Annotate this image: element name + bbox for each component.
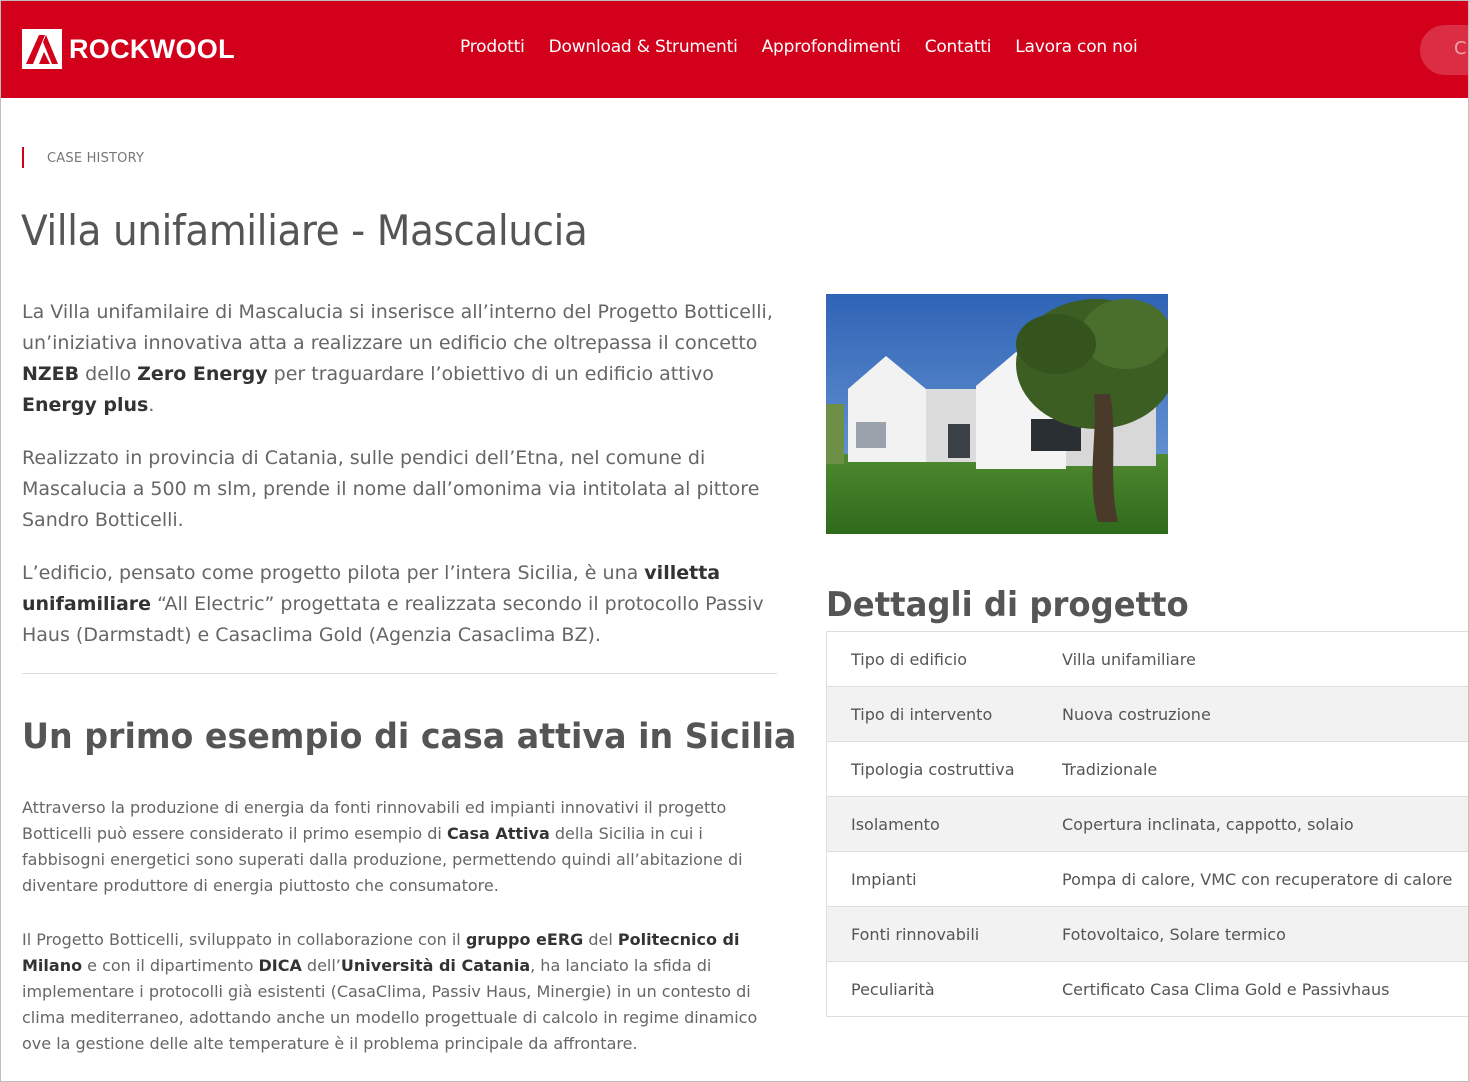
rockwool-logo-icon — [22, 29, 62, 69]
intro-paragraph-3: L’edificio, pensato come progetto pilota per l’intera Sicilia, è una villetta unifamiliare “All Electric” progettata e realizzata secondo il protocollo Passiv Haus (Darmstadt) e Casaclima Gold (Agenzia Casaclima BZ). — [22, 562, 764, 646]
nav-item-download-strumenti[interactable]: Download & Strumenti — [548, 37, 738, 57]
details-key: Isolamento — [851, 814, 940, 834]
breadcrumb — [22, 147, 144, 168]
details-value: Tradizionale — [1062, 759, 1158, 779]
section-title: Un primo esempio di casa attiva in Sicilia — [22, 717, 797, 757]
search-button-label: C — [1454, 38, 1467, 59]
nav-item-approfondimenti[interactable]: Approfondimenti — [761, 37, 901, 57]
details-key: Fonti rinnovabili — [851, 924, 980, 944]
details-row — [827, 742, 1469, 797]
details-row — [827, 632, 1469, 687]
details-key: Impianti — [851, 869, 917, 889]
villa-photo[interactable] — [826, 294, 1168, 534]
page-title: Villa unifamiliare - Mascalucia — [21, 206, 588, 255]
details-row — [827, 852, 1469, 907]
details-value: Nuova costruzione — [1062, 704, 1211, 724]
details-key: Tipo di edificio — [851, 649, 967, 669]
search-button[interactable] — [1420, 25, 1469, 75]
details-value: Villa unifamiliare — [1062, 649, 1196, 669]
details-value: Pompa di calore, VMC con recuperatore di calore — [1062, 869, 1453, 889]
details-row — [827, 962, 1469, 1016]
intro-text — [22, 297, 782, 673]
nav-item-lavora-con-noi[interactable]: Lavora con noi — [1015, 37, 1138, 57]
section-paragraph-2: Il Progetto Botticelli, sviluppato in collaborazione con il gruppo eERG del Politecnico di Milano e con il dipartimento DICA dell’Università di Catania, ha lanciato la sfida di implementare i protocolli già esistenti (CasaClima, Passiv Haus, Minergie) in un contesto di clima mediterraneo, adottando anche un modello progettuale di calcolo in regime dinamico ove la gestione delle alte temperature è il problema principale da affrontare. — [22, 930, 758, 1053]
project-details-table — [826, 631, 1469, 1017]
details-value: Copertura inclinata, cappotto, solaio — [1062, 814, 1354, 834]
brand-name: ROCKWOOL — [69, 33, 235, 64]
details-value: Certificato Casa Clima Gold e Passivhaus — [1062, 979, 1390, 999]
breadcrumb-label[interactable]: CASE HISTORY — [47, 151, 145, 166]
details-key: Tipologia costruttiva — [851, 759, 1015, 779]
details-row — [827, 797, 1469, 852]
details-key: Tipo di intervento — [851, 704, 993, 724]
nav-item-prodotti[interactable]: Prodotti — [460, 37, 525, 57]
main-nav — [460, 37, 1137, 57]
section-body — [22, 795, 782, 1082]
details-key: Peculiarità — [851, 979, 935, 999]
section-paragraph-1: Attraverso la produzione di energia da fonti rinnovabili ed impianti innovativi il progetto Botticelli può essere considerato il primo esempio di Casa Attiva della Sicilia in cui i fabbisogni energetici sono superati dalla produzione, permettendo quindi all’abitazione di diventare produttore di energia piuttosto che consumatore. — [22, 798, 743, 895]
intro-paragraph-1: La Villa unifamilaire di Mascalucia si inserisce all’interno del Progetto Botticelli, un’iniziativa innovativa atta a realizzare un edificio che oltrepassa il concetto NZEB dello Zero Energy per traguardare l’obiettivo di un edificio attivo Energy plus. — [22, 301, 773, 416]
top-navigation-bar — [1, 1, 1469, 98]
details-row — [827, 907, 1469, 962]
nav-item-contatti[interactable]: Contatti — [924, 37, 992, 57]
rockwool-logo[interactable] — [22, 29, 235, 69]
section-divider — [22, 673, 777, 674]
details-value: Fotovoltaico, Solare termico — [1062, 924, 1286, 944]
intro-paragraph-2: Realizzato in provincia di Catania, sulle pendici dell’Etna, nel comune di Mascalucia a 500 m slm, prende il nome dall’omonima via intitolata al pittore Sandro Botticelli. — [22, 447, 760, 531]
details-row — [827, 687, 1469, 742]
details-title: Dettagli di progetto — [826, 585, 1189, 625]
